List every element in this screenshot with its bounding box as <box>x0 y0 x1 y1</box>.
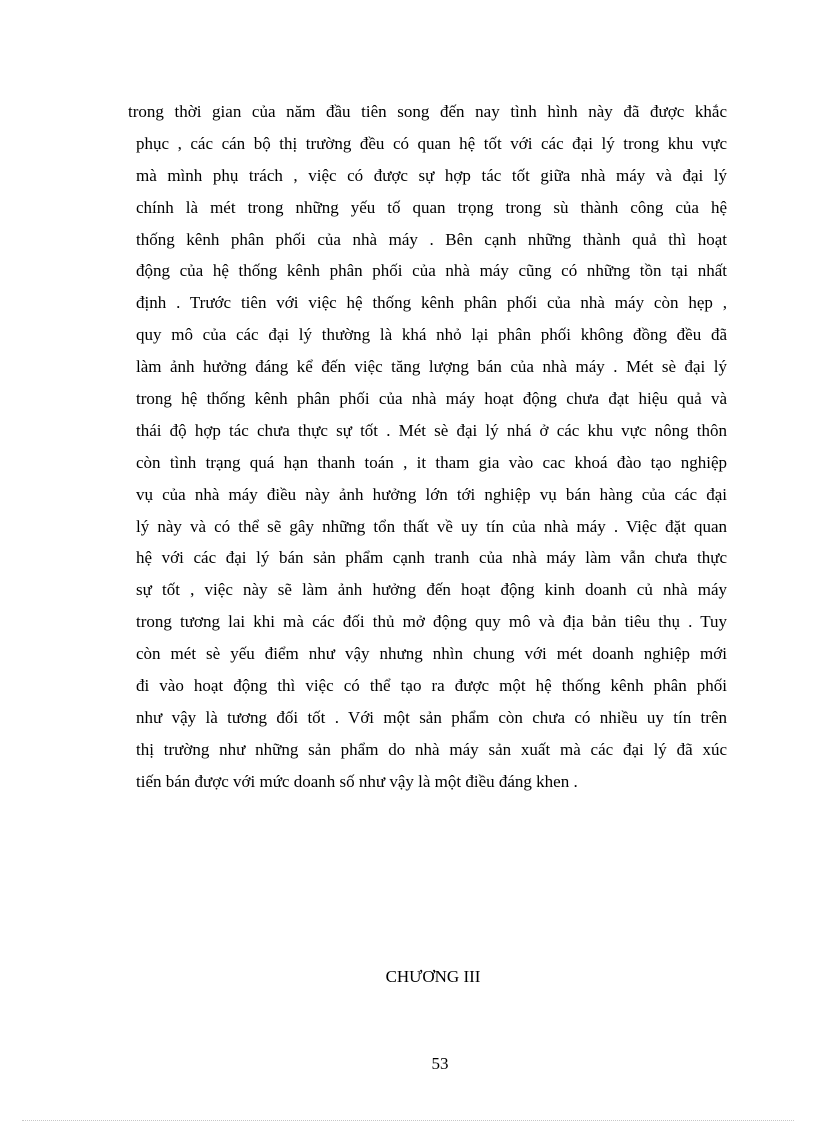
text-line: trong tương lai khi mà các đối thủ mở động quy mô và địa bản tiêu thụ . Tuy <box>136 612 727 632</box>
text-line: còn tình trạng quá hạn thanh toán , it tham gia vào cac khoá đào tạo nghiệp <box>136 452 727 472</box>
text-line: định . Trước tiên với việc hệ thống kênh phân phối của nhà máy còn hẹp , <box>136 293 727 313</box>
footer-dotted-rule <box>22 1120 794 1121</box>
chapter-heading: CHƯƠNG III <box>385 967 481 986</box>
text-line: đi vào hoạt động thì việc có thể tạo ra được một hệ thống kênh phân phối <box>136 676 727 696</box>
text-line: phục , các cán bộ thị trường đều có quan hệ tốt với các đại lý trong khu vực <box>136 133 727 153</box>
text-line: lý này và có thể sẽ gây những tổn thất về uy tín của nhà máy . Việc đặt quan <box>136 516 727 536</box>
text-line: vụ của nhà máy điều này ảnh hưởng lớn tới nghiệp vụ bán hàng của các đại <box>136 484 727 504</box>
text-line: trong thời gian của năm đầu tiên song đến nay tình hình này đã được khắc <box>128 102 727 121</box>
text-line: quy mô của các đại lý thường là khá nhỏ lại phân phối không đồng đều đã <box>136 325 727 345</box>
text-line: hệ với các đại lý bán sản phẩm cạnh tranh của nhà máy làm vẫn chưa thực <box>136 548 727 568</box>
text-line: còn mét sè yếu điểm như vậy nhưng nhìn chung với mét doanh nghiệp mới <box>136 644 727 664</box>
text-line: sự tốt , việc này sẽ làm ảnh hưởng đến hoạt động kinh doanh củ nhà máy <box>136 580 727 600</box>
text-line: làm ảnh hưởng đáng kể đến việc tăng lượng bán của nhà máy . Mét sè đại lý <box>136 357 727 377</box>
page-number: 53 <box>431 1054 449 1073</box>
text-line: trong hệ thống kênh phân phối của nhà máy hoạt động chưa đạt hiệu quả và <box>136 389 727 409</box>
text-line: chính là mét trong những yếu tố quan trọng trong sù thành công của hệ <box>136 197 727 217</box>
text-line: mà mình phụ trách , việc có được sự hợp tác tốt giữa nhà máy và đại lý <box>136 165 727 185</box>
text-line: tiến bán được với mức doanh số như vậy là một điều đáng khen . <box>136 771 578 791</box>
body-paragraph <box>0 96 816 798</box>
text-line: như vậy là tương đối tốt . Với một sản phẩm còn chưa có nhiều uy tín trên <box>136 707 727 727</box>
text-line: động của hệ thống kênh phân phối của nhà máy cũng có những tồn tại nhất <box>136 261 727 281</box>
text-line: thái độ hợp tác chưa thực sự tốt . Mét sè đại lý nhá ở các khu vực nông thôn <box>136 420 727 440</box>
text-line: thị trường như những sản phẩm do nhà máy sản xuất mà các đại lý đã xúc <box>136 739 727 759</box>
text-line: thống kênh phân phối của nhà máy . Bên cạnh những thành quả thì hoạt <box>136 229 727 249</box>
